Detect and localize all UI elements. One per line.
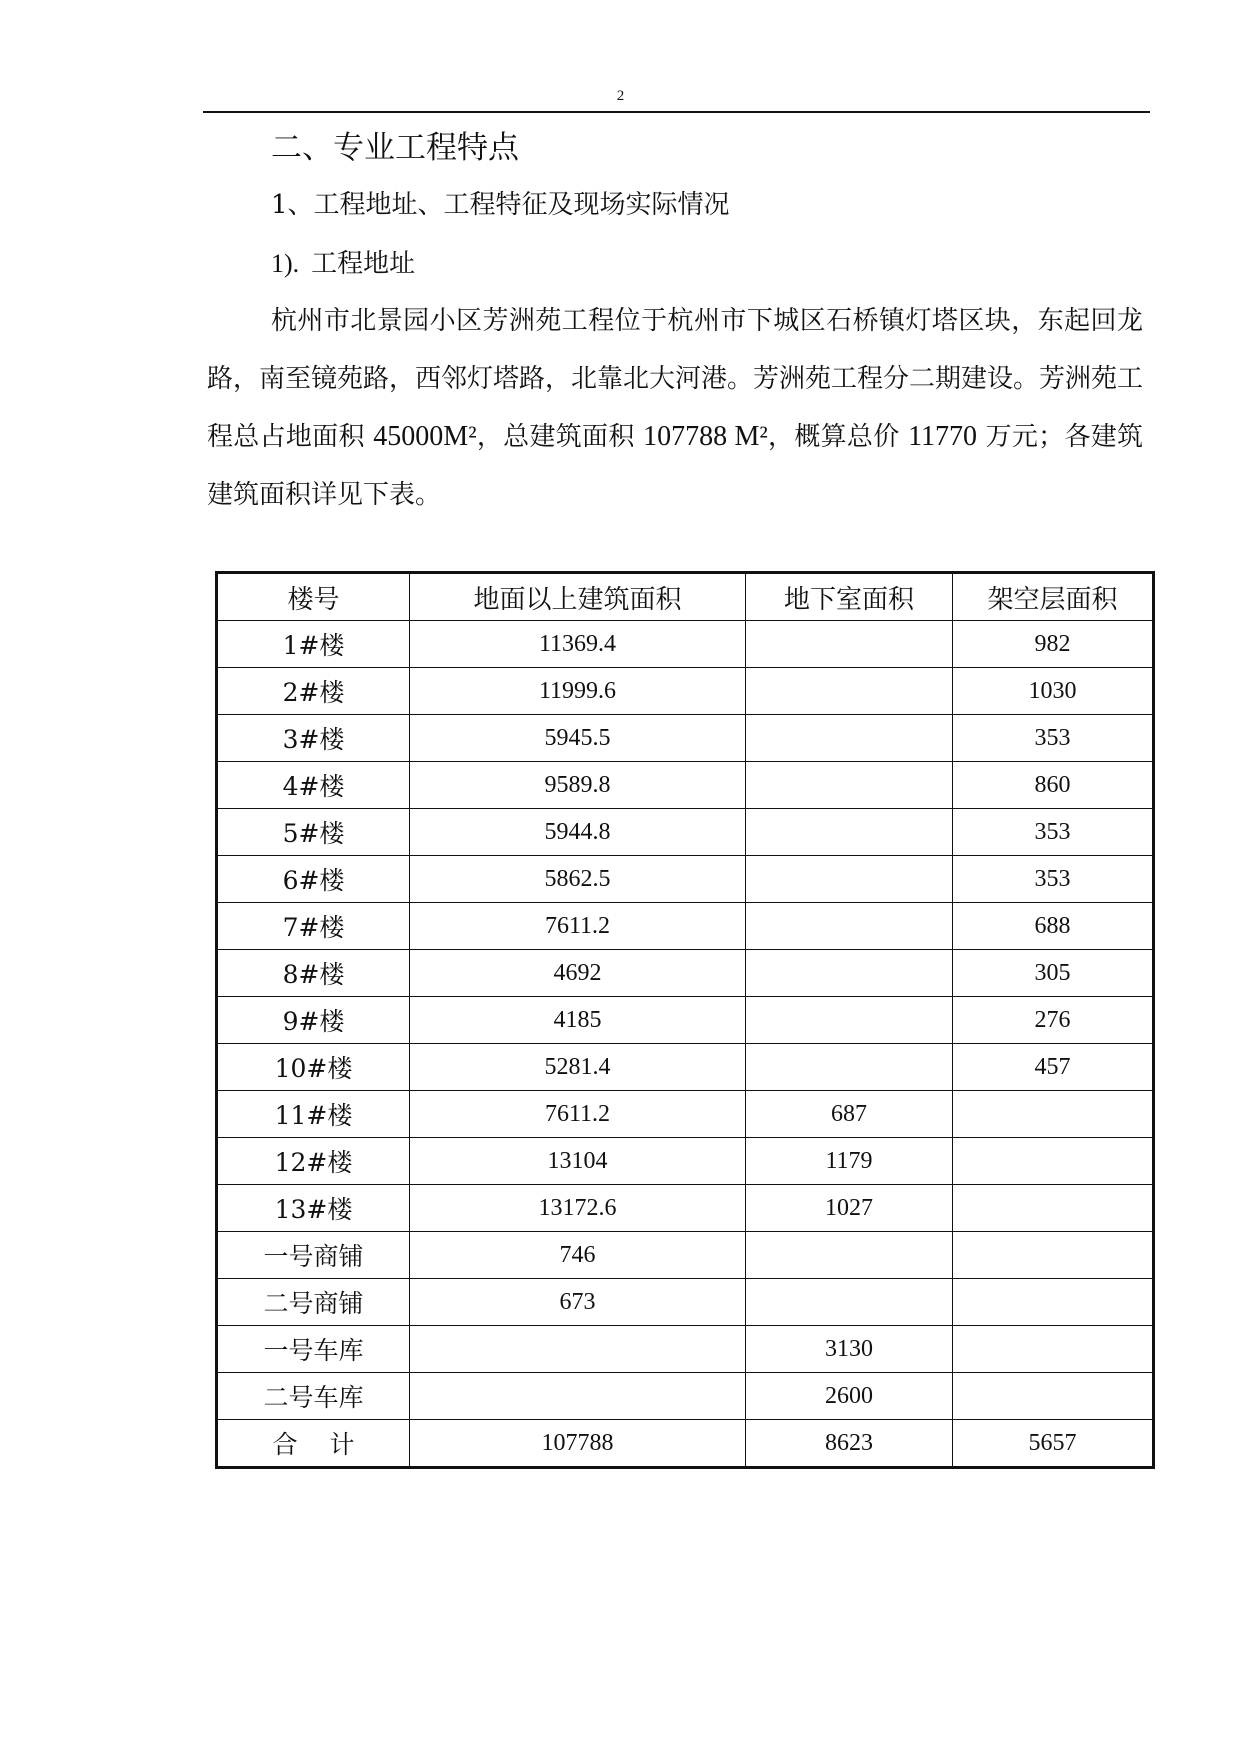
budget-value: 11770 (908, 421, 978, 452)
table-row (217, 856, 1154, 903)
header-building: 楼号 (217, 573, 410, 621)
cell-stilt-floor-area (953, 1138, 1154, 1185)
cell-building: 1#楼 (217, 621, 410, 668)
cell-stilt-floor-area (953, 1091, 1154, 1138)
cell-above-ground-area: 5862.5 (410, 856, 746, 903)
cell-above-ground-area: 5945.5 (410, 715, 746, 762)
header-basement-area: 地下室面积 (746, 573, 953, 621)
table-row (217, 715, 1154, 762)
cell-stilt-floor-area: 1030 (953, 668, 1154, 715)
cell-above-ground-area: 7611.2 (410, 903, 746, 950)
cell-basement-area (746, 997, 953, 1044)
table-row (217, 903, 1154, 950)
cell-stilt-floor-area: 688 (953, 903, 1154, 950)
site-area-value: 45000M² (373, 421, 477, 452)
cell-building: 2#楼 (217, 668, 410, 715)
cell-building: 10#楼 (217, 1044, 410, 1091)
subsection-number: 1). (271, 249, 300, 278)
cell-basement-area (746, 1279, 953, 1326)
total-floor-area-value: 107788 M² (643, 421, 768, 452)
subsection-label: 工程地址 (311, 249, 416, 279)
cell-building: 9#楼 (217, 997, 410, 1044)
paragraph-text-1: 杭州市北景园小区芳洲苑工程位于杭州市下城区石桥镇灯塔区块，东起回龙路，南至镜苑路，西邻灯塔路，北靠北大河港。芳洲苑工程分二期建设。芳洲苑工程总占地面积 (207, 306, 1144, 452)
cell-stilt-floor-area: 860 (953, 762, 1154, 809)
cell-stilt-floor-area: 276 (953, 997, 1154, 1044)
paragraph-text-4: 万元；各建筑建筑面积详见下表。 (207, 422, 1144, 510)
cell-total-basement-area: 8623 (746, 1420, 953, 1468)
cell-basement-area (746, 621, 953, 668)
cell-above-ground-area: 4185 (410, 997, 746, 1044)
cell-above-ground-area: 5281.4 (410, 1044, 746, 1091)
cell-above-ground-area: 673 (410, 1279, 746, 1326)
table-row (217, 1091, 1154, 1138)
cell-above-ground-area: 5944.8 (410, 809, 746, 856)
cell-building: 二号车库 (217, 1373, 410, 1420)
table-row (217, 1326, 1154, 1373)
cell-building: 12#楼 (217, 1138, 410, 1185)
page-heading: 二、专业工程特点 (271, 130, 519, 166)
table-row (217, 762, 1154, 809)
cell-above-ground-area (410, 1326, 746, 1373)
cell-stilt-floor-area: 457 (953, 1044, 1154, 1091)
cell-building: 3#楼 (217, 715, 410, 762)
cell-basement-area (746, 715, 953, 762)
cell-stilt-floor-area (953, 1232, 1154, 1279)
header-stilt-floor-area: 架空层面积 (953, 573, 1154, 621)
cell-stilt-floor-area: 353 (953, 715, 1154, 762)
table-header-row (217, 573, 1154, 621)
table-row (217, 950, 1154, 997)
cell-stilt-floor-area: 982 (953, 621, 1154, 668)
cell-total-above-ground-area: 107788 (410, 1420, 746, 1468)
cell-stilt-floor-area: 353 (953, 856, 1154, 903)
cell-basement-area (746, 903, 953, 950)
cell-total-stilt-floor-area: 5657 (953, 1420, 1154, 1468)
cell-basement-area (746, 668, 953, 715)
table-row (217, 997, 1154, 1044)
table-row (217, 1373, 1154, 1420)
cell-building: 7#楼 (217, 903, 410, 950)
subsection-title (271, 243, 415, 280)
table-row (217, 809, 1154, 856)
cell-above-ground-area: 746 (410, 1232, 746, 1279)
cell-building: 二号商铺 (217, 1279, 410, 1326)
cell-above-ground-area: 11369.4 (410, 621, 746, 668)
cell-above-ground-area: 4692 (410, 950, 746, 997)
paragraph-text-3: ，概算总价 (767, 422, 909, 452)
cell-building: 5#楼 (217, 809, 410, 856)
cell-total-label: 合计 (217, 1420, 410, 1468)
cell-above-ground-area: 13172.6 (410, 1185, 746, 1232)
body-paragraph (207, 292, 1143, 524)
header-rule (203, 111, 1150, 113)
table-row (217, 1232, 1154, 1279)
cell-basement-area: 1027 (746, 1185, 953, 1232)
cell-building: 4#楼 (217, 762, 410, 809)
table-row (217, 1044, 1154, 1091)
table-total-row (217, 1420, 1154, 1468)
table-row (217, 621, 1154, 668)
cell-stilt-floor-area (953, 1185, 1154, 1232)
cell-stilt-floor-area (953, 1373, 1154, 1420)
header-above-ground-area: 地面以上建筑面积 (410, 573, 746, 621)
cell-building: 一号商铺 (217, 1232, 410, 1279)
cell-above-ground-area: 7611.2 (410, 1091, 746, 1138)
building-area-table (215, 571, 1155, 1469)
cell-building: 6#楼 (217, 856, 410, 903)
cell-basement-area: 1179 (746, 1138, 953, 1185)
table-row (217, 1279, 1154, 1326)
paragraph-text-2: ，总建筑面积 (476, 422, 644, 452)
cell-stilt-floor-area (953, 1326, 1154, 1373)
cell-basement-area (746, 809, 953, 856)
cell-stilt-floor-area: 353 (953, 809, 1154, 856)
cell-building: 一号车库 (217, 1326, 410, 1373)
cell-basement-area: 3130 (746, 1326, 953, 1373)
cell-stilt-floor-area: 305 (953, 950, 1154, 997)
table-row (217, 668, 1154, 715)
cell-basement-area (746, 762, 953, 809)
cell-basement-area (746, 1044, 953, 1091)
page-number: 2 (616, 88, 625, 104)
cell-stilt-floor-area (953, 1279, 1154, 1326)
cell-basement-area (746, 856, 953, 903)
table-row (217, 1138, 1154, 1185)
cell-above-ground-area: 13104 (410, 1138, 746, 1185)
cell-above-ground-area: 9589.8 (410, 762, 746, 809)
cell-above-ground-area (410, 1373, 746, 1420)
cell-building: 11#楼 (217, 1091, 410, 1138)
cell-basement-area: 2600 (746, 1373, 953, 1420)
cell-basement-area: 687 (746, 1091, 953, 1138)
cell-building: 8#楼 (217, 950, 410, 997)
table-row (217, 1185, 1154, 1232)
cell-basement-area (746, 1232, 953, 1279)
cell-basement-area (746, 950, 953, 997)
cell-building: 13#楼 (217, 1185, 410, 1232)
cell-above-ground-area: 11999.6 (410, 668, 746, 715)
section-title: 1、工程地址、工程特征及现场实际情况 (271, 190, 730, 220)
